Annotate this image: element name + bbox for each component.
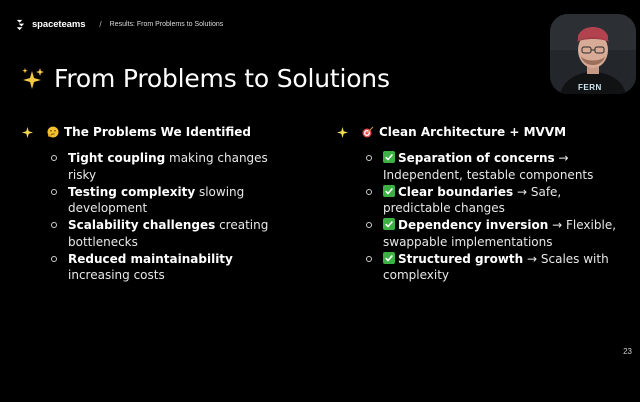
solutions-heading: Clean Architecture + MVVM	[379, 125, 567, 139]
item-bold: Separation of concerns	[398, 151, 555, 165]
item-bold: Structured growth	[398, 251, 524, 266]
list-item	[22, 251, 312, 284]
item-text: → Scales with complexity	[383, 251, 609, 282]
check-mark-icon	[383, 151, 395, 163]
item-bold: Dependency inversion	[398, 218, 549, 232]
item-text: slowing development	[68, 184, 245, 215]
item-bold: Clear boundaries	[398, 184, 514, 199]
star-bullet-icon	[337, 127, 348, 138]
solutions-column	[337, 124, 627, 284]
item-text: creating bottlenecks	[68, 218, 269, 249]
list-item	[22, 150, 312, 183]
bullet	[366, 155, 372, 161]
bullet	[366, 256, 372, 262]
list-item	[22, 184, 312, 217]
list-item	[337, 150, 627, 183]
item-text: increasing costs	[68, 268, 165, 282]
star-bullet-icon	[22, 127, 33, 138]
bullet	[366, 222, 372, 228]
problems-heading: The Problems We Identified	[64, 125, 252, 139]
list-item	[337, 217, 627, 250]
list-item	[337, 251, 627, 284]
item-bold: Scalability challenges	[68, 218, 216, 232]
title-row	[20, 64, 390, 93]
presenter-video[interactable]	[550, 14, 636, 94]
item-text: making changes risky	[68, 151, 268, 182]
slide-title: From Problems to Solutions	[54, 64, 390, 93]
shirt-text: FERN	[578, 83, 602, 92]
bullet	[366, 189, 372, 195]
check-mark-icon	[383, 252, 395, 264]
page-number: 23	[623, 347, 632, 356]
problems-heading-row	[22, 124, 312, 140]
sparkles-icon	[20, 66, 46, 92]
brand-name: spaceteams	[32, 18, 86, 30]
spaceteams-logo-icon	[14, 18, 27, 31]
target-icon	[362, 126, 374, 138]
list-item	[337, 184, 627, 217]
problems-list	[22, 150, 312, 284]
bullet	[51, 256, 57, 262]
item-bold: Reduced maintainability	[68, 251, 233, 266]
solutions-heading-row	[337, 124, 627, 140]
item-text: → Safe, predictable changes	[383, 184, 562, 215]
item-text: → Independent, testable components	[383, 151, 594, 182]
brand-logo[interactable]	[14, 18, 85, 31]
solutions-list	[337, 150, 627, 284]
bullet	[51, 222, 57, 228]
breadcrumb-separator: /	[99, 19, 102, 29]
bullet	[51, 189, 57, 195]
check-mark-icon	[383, 218, 395, 230]
bullet	[51, 155, 57, 161]
breadcrumb[interactable]: Results: From Problems to Solutions	[109, 20, 224, 28]
check-mark-icon	[383, 185, 395, 197]
presenter-avatar	[550, 14, 636, 94]
item-bold: Tight coupling	[68, 151, 166, 165]
problems-column	[22, 124, 312, 284]
list-item	[22, 217, 312, 250]
top-bar	[14, 14, 223, 34]
item-text: → Flexible, swappable implementations	[383, 218, 617, 249]
item-bold: Testing complexity	[68, 184, 196, 199]
thinking-face-icon	[47, 126, 59, 138]
